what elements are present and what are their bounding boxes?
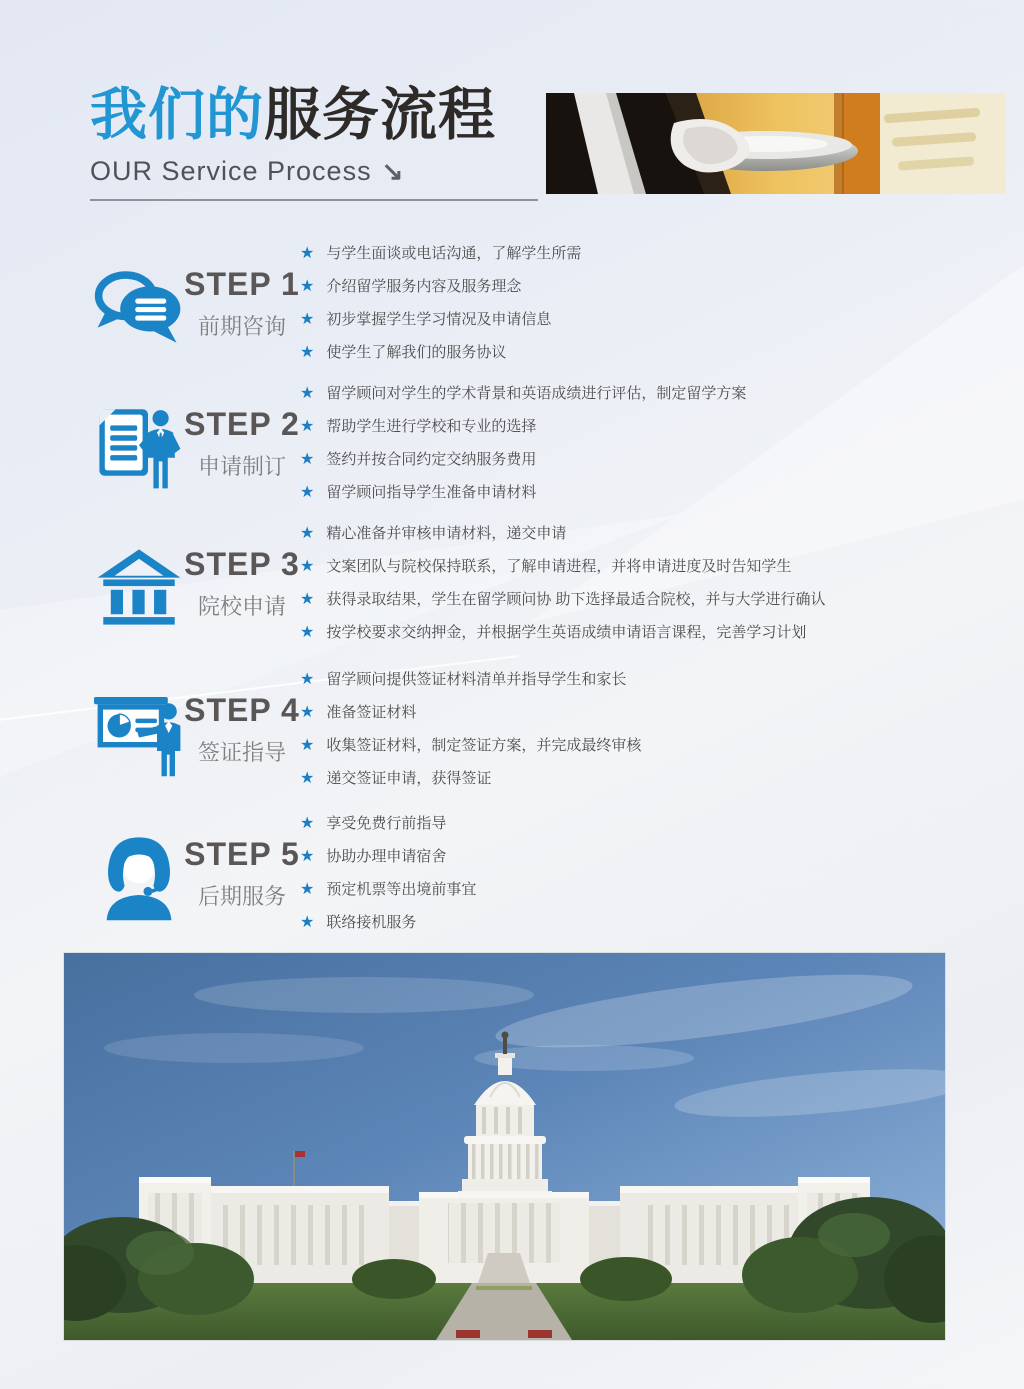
bullet-text: 签约并按合同约定交纳服务费用 [326, 451, 537, 468]
list-item [300, 244, 1000, 263]
bullet-text: 准备签证材料 [326, 704, 417, 721]
list-item [300, 880, 1000, 899]
step-3-label: STEP 3 [184, 546, 300, 582]
title-divider [90, 199, 538, 201]
list-item [300, 703, 1000, 722]
star-icon: ★ [300, 770, 315, 787]
list-item [300, 769, 1000, 788]
page-title-dark: 服务流程 [264, 83, 496, 147]
step-5-name: 后期服务 [197, 884, 286, 909]
bullet-text: 留学顾问指导学生准备申请材料 [326, 484, 537, 501]
page-title-blue: 我们的 [90, 83, 264, 147]
star-icon: ★ [300, 624, 315, 641]
step-2-bullets [300, 384, 1000, 516]
star-icon: ★ [300, 245, 315, 262]
list-item [300, 623, 1000, 642]
step-1-heading [184, 266, 300, 341]
step-4-name: 签证指导 [197, 740, 286, 765]
waiter-tray-photo-art [546, 93, 1006, 194]
star-icon: ★ [300, 484, 315, 501]
star-icon: ★ [300, 278, 315, 295]
step-4-bullets [300, 670, 1000, 802]
page-header [90, 83, 540, 201]
bullet-text: 介绍留学服务内容及服务理念 [326, 278, 522, 295]
star-icon: ★ [300, 848, 315, 865]
list-item [300, 814, 1000, 833]
presentation-board-icon [90, 686, 188, 780]
step-4-section [0, 666, 1024, 800]
step-5-label: STEP 5 [184, 836, 300, 872]
step-2-section [0, 380, 1024, 514]
us-capitol-art [64, 953, 945, 1340]
star-icon: ★ [300, 737, 315, 754]
university-building-icon [90, 540, 188, 634]
page-title [90, 83, 540, 147]
star-icon: ★ [300, 385, 315, 402]
step-1-label: STEP 1 [184, 266, 300, 302]
star-icon: ★ [300, 591, 315, 608]
star-icon: ★ [300, 558, 315, 575]
bullet-text: 收集签证材料，制定签证方案，并完成最终审核 [326, 737, 642, 754]
step-3-heading [184, 546, 300, 621]
list-item [300, 384, 1000, 403]
star-icon: ★ [300, 344, 315, 361]
step-2-heading [184, 406, 300, 481]
list-item [300, 343, 1000, 362]
bullet-text: 文案团队与院校保持联系，了解申请进程，并将申请进度及时告知学生 [326, 558, 792, 575]
step-3-section [0, 520, 1024, 654]
list-item [300, 557, 1000, 576]
support-agent-icon [90, 830, 188, 924]
list-item [300, 310, 1000, 329]
list-item [300, 913, 1000, 932]
waiter-tray-photo [546, 93, 1006, 194]
step-3-bullets [300, 524, 1000, 656]
step-5-bullets [300, 814, 1000, 946]
star-icon: ★ [300, 815, 315, 832]
star-icon: ★ [300, 525, 315, 542]
bullet-text: 协助办理申请宿舍 [326, 848, 447, 865]
bullet-text: 联络接机服务 [326, 914, 417, 931]
list-item [300, 277, 1000, 296]
star-icon: ★ [300, 418, 315, 435]
bullet-text: 预定机票等出境前事宜 [326, 881, 477, 898]
star-icon: ★ [300, 311, 315, 328]
star-icon: ★ [300, 451, 315, 468]
star-icon: ★ [300, 914, 315, 931]
star-icon: ★ [300, 704, 315, 721]
list-item [300, 450, 1000, 469]
star-icon: ★ [300, 671, 315, 688]
step-3-name: 院校申请 [197, 594, 286, 619]
step-2-name: 申请制订 [197, 454, 286, 479]
bullet-text: 与学生面谈或电话沟通，了解学生所需 [326, 245, 582, 262]
bullet-text: 精心准备并审核申请材料，递交申请 [326, 525, 567, 542]
step-5-heading [184, 836, 300, 911]
bullet-text: 递交签证申请，获得签证 [326, 770, 492, 787]
star-icon: ★ [300, 881, 315, 898]
bullet-text: 留学顾问提供签证材料清单并指导学生和家长 [326, 671, 627, 688]
list-item [300, 417, 1000, 436]
document-consultant-icon [90, 400, 188, 494]
list-item [300, 736, 1000, 755]
list-item [300, 847, 1000, 866]
bullet-text: 初步掌握学生学习情况及申请信息 [326, 311, 552, 328]
bullet-text: 留学顾问对学生的学术背景和英语成绩进行评估，制定留学方案 [326, 385, 747, 402]
step-1-name: 前期咨询 [197, 314, 286, 339]
bullet-text: 享受免费行前指导 [326, 815, 447, 832]
page-subtitle-text: OUR Service Process [90, 155, 372, 186]
list-item [300, 483, 1000, 502]
step-1-section [0, 240, 1024, 374]
step-2-label: STEP 2 [184, 406, 300, 442]
step-5-section [0, 810, 1024, 944]
step-4-label: STEP 4 [184, 692, 300, 728]
bullet-text: 使学生了解我们的服务协议 [326, 344, 507, 361]
bullet-text: 帮助学生进行学校和专业的选择 [326, 418, 537, 435]
list-item [300, 670, 1000, 689]
arrow-down-right-icon: ↘ [381, 155, 405, 186]
list-item [300, 524, 1000, 543]
chat-bubbles-icon [90, 260, 188, 354]
bullet-text: 按学校要求交纳押金，并根据学生英语成绩申请语言课程，完善学习计划 [326, 624, 807, 641]
step-1-bullets [300, 244, 1000, 376]
page-subtitle [90, 156, 540, 187]
us-capitol-photo [64, 953, 945, 1340]
bullet-text: 获得录取结果，学生在留学顾问协 助下选择最适合院校，并与大学进行确认 [326, 591, 826, 608]
step-4-heading [184, 692, 300, 767]
list-item [300, 590, 1000, 609]
